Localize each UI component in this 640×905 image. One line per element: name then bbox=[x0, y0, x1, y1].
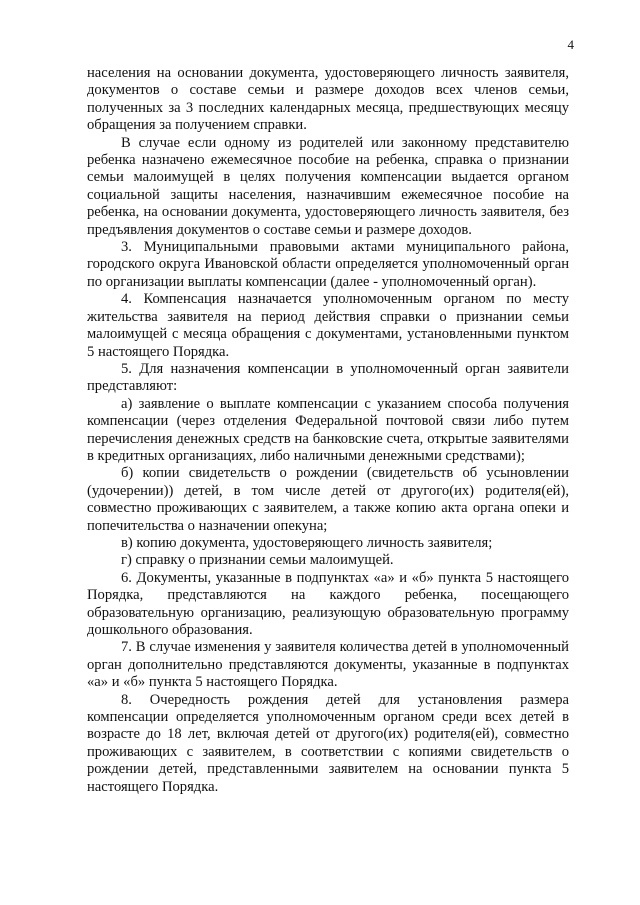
paragraph-item-7: 7. В случае изменения у заявителя количества детей в уполномоченный орган дополнительно представляются документы, указанные в подпунктах «а» и «б» пункта 5 настоящего Порядка. bbox=[87, 639, 569, 691]
paragraph-item-5: 5. Для назначения компенсации в уполномоченный орган заявители представляют: bbox=[87, 360, 569, 395]
paragraph-item-6: 6. Документы, указанные в подпунктах «а» и «б» пункта 5 настоящего Порядка, представляются на каждого ребенка, посещающего образовательную организацию, реализующую образовательную программу дошкольного образования. bbox=[87, 569, 569, 638]
paragraph-subitem-b: б) копии свидетельств о рождении (свидетельств об усыновлении (удочерении)) детей, в том числе детей от другого(их) родителя(ей), совместно проживающих с заявителем, а также копию акта органа опеки и попечительства о назначении опекуна; bbox=[87, 465, 569, 534]
paragraph-subitem-v: в) копию документа, удостоверяющего личность заявителя; bbox=[121, 534, 493, 551]
page-number: 4 bbox=[567, 37, 574, 52]
document-body bbox=[87, 65, 569, 796]
paragraph-subitem-a: а) заявление о выплате компенсации с указанием способа получения компенсации (через отделения Федеральной почтовой связи либо путем перечисления денежных средств на банковские счета, открытые заявителями в кредитных организациях, либо наличными денежными средствами); bbox=[87, 395, 569, 464]
paragraph-subitem-g: г) справку о признании семьи малоимущей. bbox=[121, 552, 394, 569]
paragraph-item-4: 4. Компенсация назначается уполномоченным органом по месту жительства заявителя на период действия справки о признании семьи малоимущей с месяца обращения с документами, установленными пунктом 5 настоящего Порядка. bbox=[87, 291, 569, 360]
paragraph-item-8: 8. Очередность рождения детей для установления размера компенсации определяется уполномоченным органом среди всех детей в возрасте до 18 лет, включая детей от другого(их) родителя(ей), совместно проживающих с заявителем, в соответствии с копиями свидетельств о рождении детей, представленными заявителем на основании пункта 5 настоящего Порядка. bbox=[87, 691, 569, 795]
paragraph-continuation: населения на основании документа, удостоверяющего личность заявителя, документов о составе семьи и размере доходов всех членов семьи, полученных за 3 последних календарных месяца, предшествующих месяцу обращения за получением справки. bbox=[87, 65, 569, 134]
paragraph-monthly-allowance: В случае если одному из родителей или законному представителю ребенка назначено ежемесячное пособие на ребенка, справка о признании семьи малоимущей в целях получения компенсации выдается органом социальной защиты населения, назначившим ежемесячное пособие на ребенка, на основании документа, удостоверяющего личность заявителя, без предъявления документов о составе семьи и размере доходов. bbox=[87, 134, 569, 238]
paragraph-item-3: 3. Муниципальными правовыми актами муниципального района, городского округа Ивановской области определяется уполномоченный орган по организации выплаты компенсации (далее - уполномоченный орган). bbox=[87, 239, 569, 290]
